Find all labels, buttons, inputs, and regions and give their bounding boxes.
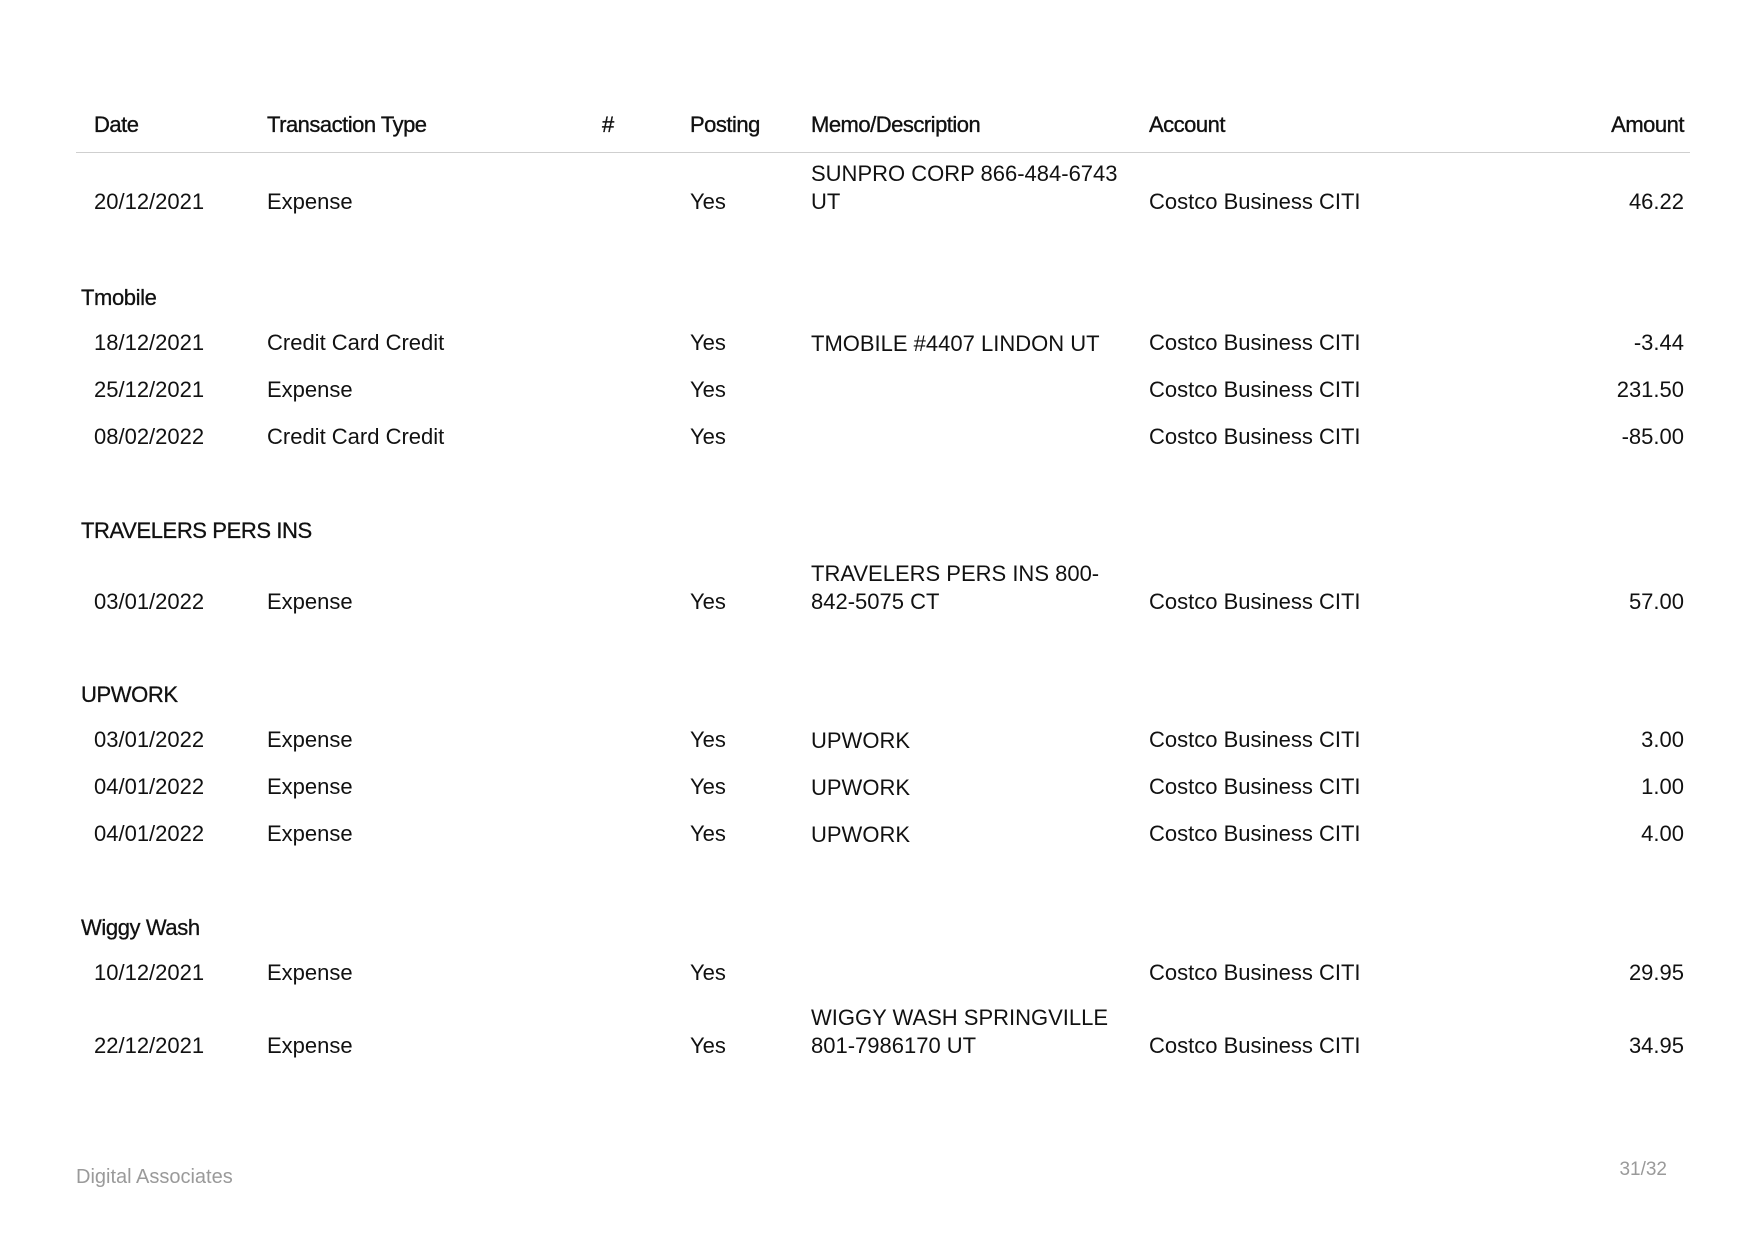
cell-account: Costco Business CITI	[1149, 377, 1361, 402]
header-number: #	[602, 112, 614, 137]
table-row	[76, 320, 1690, 367]
transaction-table	[76, 98, 1690, 1069]
group-heading	[76, 269, 1690, 320]
table-row	[76, 153, 1690, 225]
header-amount: Amount	[1611, 112, 1684, 137]
table-row	[76, 367, 1690, 414]
cell-posting: Yes	[690, 330, 726, 355]
cell-transaction-type: Expense	[267, 774, 353, 799]
cell-memo: WIGGY WASH SPRINGVILLE 801-7986170 UT	[811, 1005, 1109, 1058]
cell-memo: TRAVELERS PERS INS 800-842-5075 CT	[811, 561, 1100, 614]
group-spacer	[76, 461, 1690, 502]
cell-account: Costco Business CITI	[1149, 589, 1361, 614]
cell-posting: Yes	[690, 377, 726, 402]
cell-memo: SUNPRO CORP 866-484-6743 UT	[811, 161, 1118, 214]
cell-transaction-type: Expense	[267, 1033, 353, 1058]
header-transaction-type: Transaction Type	[267, 112, 427, 137]
cell-transaction-type: Expense	[267, 589, 353, 614]
cell-amount: 3.00	[1641, 727, 1684, 752]
header-memo: Memo/Description	[811, 112, 981, 137]
group-spacer	[76, 225, 1690, 269]
cell-date: 04/01/2022	[94, 774, 205, 799]
cell-posting: Yes	[690, 727, 726, 752]
cell-posting: Yes	[690, 960, 726, 985]
cell-amount: 4.00	[1641, 821, 1684, 846]
cell-date: 18/12/2021	[94, 330, 205, 355]
group-spacer	[76, 858, 1690, 899]
group-heading-label: Tmobile	[81, 285, 157, 310]
cell-memo: TMOBILE #4407 LINDON UT	[811, 331, 1100, 356]
cell-account: Costco Business CITI	[1149, 330, 1361, 355]
table-body	[76, 153, 1690, 1069]
table-row	[76, 414, 1690, 461]
group-spacer	[76, 625, 1690, 666]
group-heading-label: Wiggy Wash	[81, 915, 200, 940]
cell-amount: 34.95	[1628, 1033, 1684, 1058]
cell-amount: 29.95	[1628, 960, 1684, 985]
group-heading	[76, 899, 1690, 950]
footer-company: Digital Associates	[76, 1166, 233, 1188]
cell-memo: UPWORK	[811, 822, 910, 847]
cell-transaction-type: Expense	[267, 189, 353, 214]
cell-transaction-type: Credit Card Credit	[267, 424, 445, 449]
table-row	[76, 764, 1690, 811]
table-header	[76, 98, 1690, 153]
cell-transaction-type: Expense	[267, 727, 353, 752]
cell-memo: UPWORK	[811, 728, 910, 753]
cell-account: Costco Business CITI	[1149, 1033, 1361, 1058]
group-heading-label: TRAVELERS PERS INS	[81, 518, 312, 543]
table-row	[76, 553, 1690, 625]
cell-amount: 1.00	[1641, 774, 1684, 799]
cell-date: 03/01/2022	[94, 727, 205, 752]
cell-account: Costco Business CITI	[1149, 424, 1361, 449]
cell-posting: Yes	[690, 1033, 726, 1058]
header-date: Date	[94, 112, 139, 137]
header-account: Account	[1149, 112, 1225, 137]
cell-posting: Yes	[690, 774, 726, 799]
cell-amount: 46.22	[1628, 189, 1684, 214]
cell-account: Costco Business CITI	[1149, 774, 1361, 799]
cell-account: Costco Business CITI	[1149, 821, 1361, 846]
cell-date: 04/01/2022	[94, 821, 205, 846]
cell-account: Costco Business CITI	[1149, 727, 1361, 752]
cell-transaction-type: Expense	[267, 821, 353, 846]
table-row	[76, 950, 1690, 997]
header-posting: Posting	[690, 112, 760, 137]
cell-posting: Yes	[690, 821, 726, 846]
cell-transaction-type: Credit Card Credit	[267, 330, 445, 355]
cell-posting: Yes	[690, 589, 726, 614]
cell-amount: 231.50	[1616, 377, 1684, 402]
table-row	[76, 811, 1690, 858]
cell-amount: -85.00	[1621, 424, 1684, 449]
cell-account: Costco Business CITI	[1149, 960, 1361, 985]
group-heading	[76, 666, 1690, 717]
cell-date: 10/12/2021	[94, 960, 205, 985]
table-row	[76, 997, 1690, 1069]
table-row	[76, 717, 1690, 764]
cell-amount: 57.00	[1628, 589, 1684, 614]
cell-amount: -3.44	[1633, 330, 1684, 355]
cell-transaction-type: Expense	[267, 960, 353, 985]
cell-posting: Yes	[690, 189, 726, 214]
cell-memo: UPWORK	[811, 775, 910, 800]
group-heading	[76, 502, 1690, 553]
cell-transaction-type: Expense	[267, 377, 353, 402]
cell-date: 08/02/2022	[94, 424, 205, 449]
cell-date: 03/01/2022	[94, 589, 205, 614]
cell-date: 25/12/2021	[94, 377, 205, 402]
cell-date: 20/12/2021	[94, 189, 205, 214]
cell-account: Costco Business CITI	[1149, 189, 1361, 214]
footer-page-number: 31/32	[1619, 1159, 1667, 1180]
group-heading-label: UPWORK	[81, 682, 178, 707]
cell-date: 22/12/2021	[94, 1033, 205, 1058]
cell-posting: Yes	[690, 424, 726, 449]
